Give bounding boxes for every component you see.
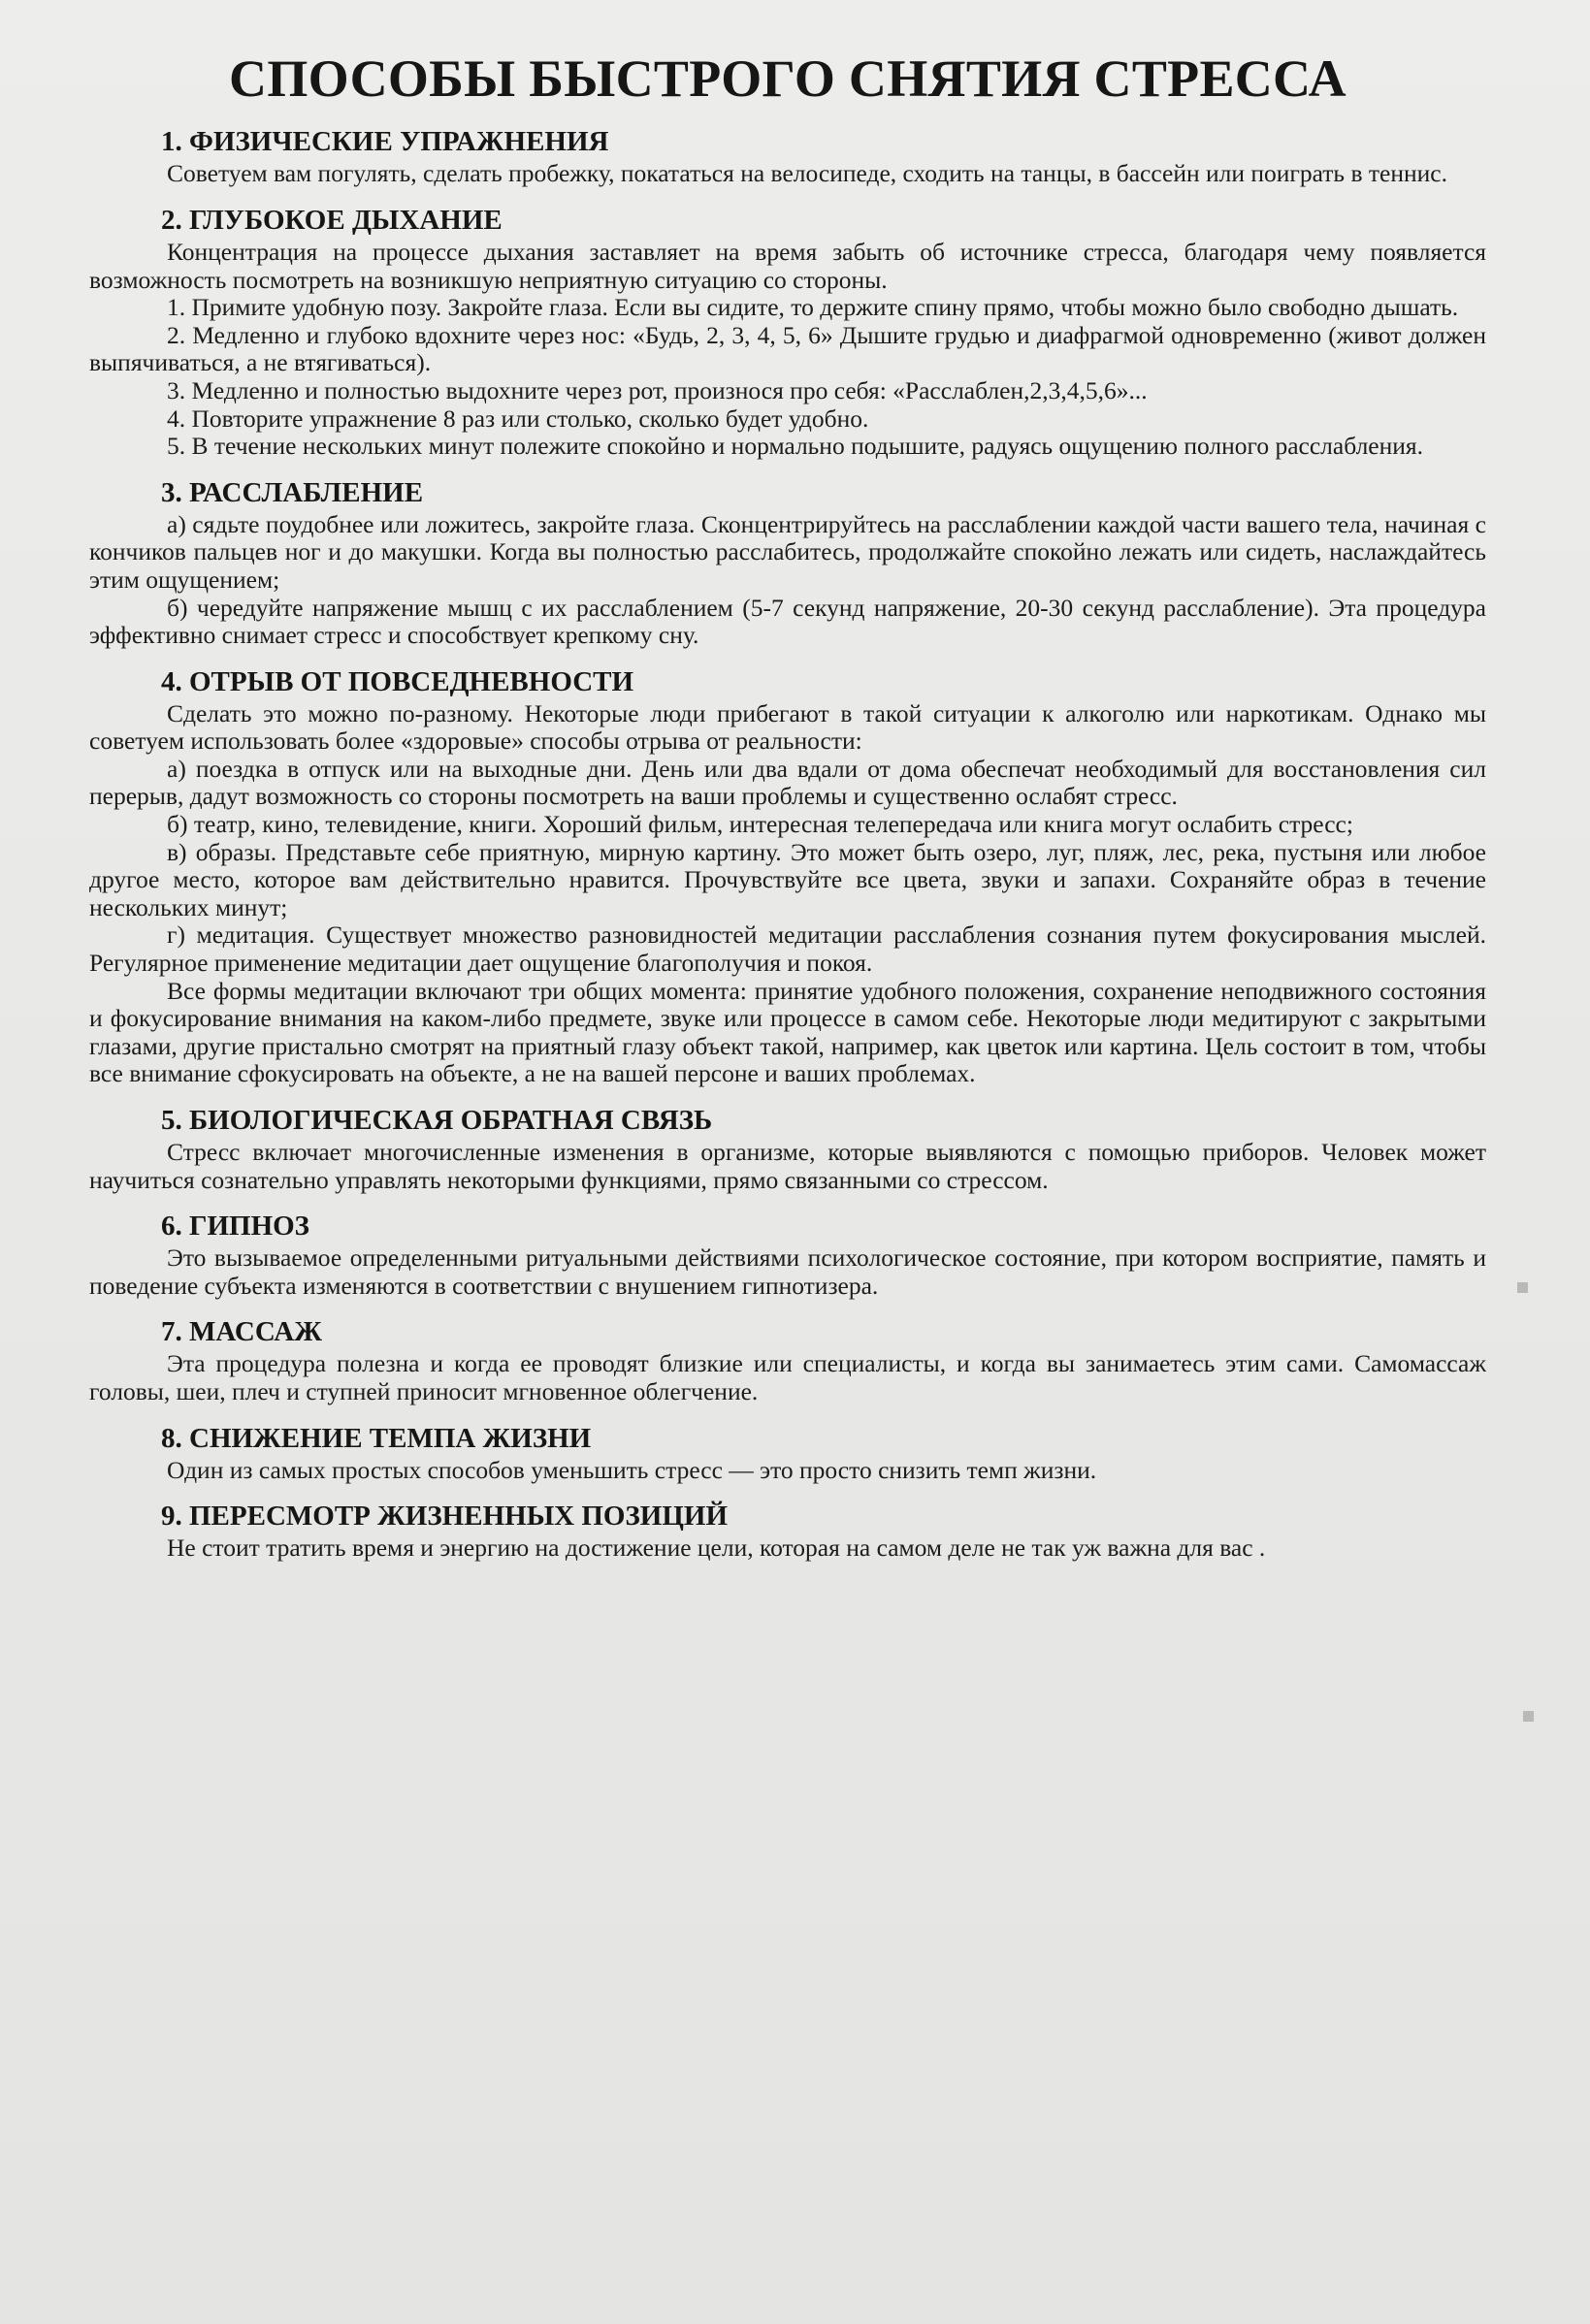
section-heading: 9. ПЕРЕСМОТР ЖИЗНЕННЫХ ПОЗИЦИЙ	[161, 1501, 729, 1533]
section-heading: 2. ГЛУБОКОЕ ДЫХАНИЕ	[161, 204, 503, 236]
section-paragraph: Стресс включает многочисленные изменения в организме, которые выявляются с помощью приборов. Человек может научиться сознательно управлять некоторыми функциями, прямо связанными со стрессом.	[89, 1138, 1486, 1194]
scan-speck	[1517, 1282, 1528, 1293]
section-paragraph: 5. В течение нескольких минут полежите спокойно и нормально подышите, радуясь ощущению полного расслабления.	[167, 432, 1424, 461]
section-paragraph: Один из самых простых способов уменьшить стресс — это просто снизить темп жизни.	[167, 1455, 1097, 1484]
section-8	[89, 1422, 1486, 1485]
section-heading: 6. ГИПНОЗ	[161, 1210, 309, 1243]
section-paragraph: Советуем вам погулять, сделать пробежку, покататься на велосипеде, сходить на танцы, в бассейн или поиграть в теннис.	[167, 159, 1447, 188]
section-1	[89, 125, 1486, 188]
section-paragraph: 3. Медленно и полностью выдохните через рот, произнося про себя: «Расслаблен,2,3,4,5,6»...	[167, 375, 1148, 404]
section-paragraph: г) медитация. Существует множество разновидностей медитации расслабления сознания путем фокусирования мыслей. Регулярное применение медитации дает ощущение благополучия и покоя.	[89, 920, 1486, 978]
scan-speck	[1523, 1711, 1534, 1722]
section-paragraph: а) сядьте поудобнее или ложитесь, закройте глаза. Сконцентрируйтесь на расслаблении каждой части вашего тела, начиная с кончиков пальцев ног и до макушки. Когда вы полностью расслабитесь, продолжайте спокойно лежать или сидеть, наслаждайтесь этим ощущением;	[89, 509, 1486, 594]
section-4	[89, 665, 1486, 1088]
section-7	[89, 1315, 1486, 1405]
sections-container	[89, 125, 1486, 1562]
page-title: СПОСОБЫ БЫСТРОГО СНЯТИЯ СТРЕССА	[229, 49, 1347, 108]
section-heading: 3. РАССЛАБЛЕНИЕ	[161, 476, 424, 508]
section-5	[89, 1104, 1486, 1194]
section-paragraph: 2. Медленно и глубоко вдохните через нос: «Будь, 2, 3, 4, 5, 6» Дышите грудью и диафрагмой одновременно (живот должен выпячиваться, а не втягиваться).	[89, 320, 1486, 377]
document-content	[89, 50, 1486, 1578]
section-paragraph: Эта процедура полезна и когда ее проводят близкие или специалисты, и когда вы занимаетесь этим сами. Самомассаж головы, шеи, плеч и ступней приносит мгновенное облегчение.	[89, 1349, 1486, 1405]
section-9	[89, 1500, 1486, 1563]
section-paragraph: в) образы. Представьте себе приятную, мирную картину. Это может быть озеро, луг, пляж, лес, река, пустыня или любое другое место, которое вам действительно нравится. Прочувствуйте все цвета, звуки и запахи. Сохраняйте образ в течение нескольких минут;	[89, 837, 1486, 921]
section-paragraph: б) чередуйте напряжение мышц с их расслаблением (5-7 секунд напряжение, 20-30 секунд расслабление). Эта процедура эффективно снимает стресс и способствует крепкому сну.	[89, 593, 1486, 650]
section-3	[89, 476, 1486, 650]
section-heading: 8. СНИЖЕНИЕ ТЕМПА ЖИЗНИ	[161, 1422, 592, 1454]
section-paragraph: Это вызываемое определенными ритуальными действиями психологическое состояние, при котором восприятие, память и поведение субъекта изменяются в соответствии с внушением гипнотизера.	[89, 1243, 1486, 1300]
section-6	[89, 1210, 1486, 1300]
section-heading: 4. ОТРЫВ ОТ ПОВСЕДНЕВНОСТИ	[161, 665, 634, 697]
section-heading: 7. МАССАЖ	[161, 1316, 322, 1348]
section-heading: 1. ФИЗИЧЕСКИЕ УПРАЖНЕНИЯ	[161, 126, 609, 158]
section-paragraph: б) театр, кино, телевидение, книги. Хороший фильм, интересная телепередача или книга могут ослабить стресс;	[167, 810, 1353, 839]
section-heading: 5. БИОЛОГИЧЕСКАЯ ОБРАТНАЯ СВЯЗЬ	[161, 1105, 713, 1137]
section-paragraph: 4. Повторите упражнение 8 раз или столько, сколько будет удобно.	[167, 403, 869, 433]
section-paragraph: 1. Примите удобную позу. Закройте глаза. Если вы сидите, то держите спину прямо, чтобы можно было свободно дышать.	[167, 293, 1459, 322]
section-paragraph: Концентрация на процессе дыхания заставляет на время забыть об источнике стресса, благодаря чему появляется возможность посмотреть на возникшую неприятную ситуацию со стороны.	[89, 237, 1486, 294]
section-paragraph: а) поездка в отпуск или на выходные дни. День или два вдали от дома обеспечат необходимый для восстановления сил перерыв, дадут возможность со стороны посмотреть на ваши проблемы и существенно ослабят стресс.	[89, 754, 1486, 811]
section-paragraph: Сделать это можно по-разному. Некоторые люди прибегают в такой ситуации к алкоголю или наркотикам. Однако мы советуем использовать более «здоровые» способы отрыва от реальности:	[89, 698, 1486, 756]
section-paragraph: Не стоит тратить время и энергию на достижение цели, которая на самом деле не так уж важна для вас .	[167, 1533, 1266, 1563]
section-2	[89, 204, 1486, 461]
section-paragraph: Все формы медитации включают три общих момента: принятие удобного положения, сохранение неподвижного состояния и фокусирование внимания на каком-либо предмете, звуке или процессе в самом себе. Некоторые люди медитируют с закрытыми глазами, другие пристально смотрят на приятный глазу объект такой, например, как цветок или картина. Цель состоит в том, чтобы все внимание сфокусировать на объекте, а не на вашей персоне и ваших проблемах.	[89, 976, 1486, 1088]
